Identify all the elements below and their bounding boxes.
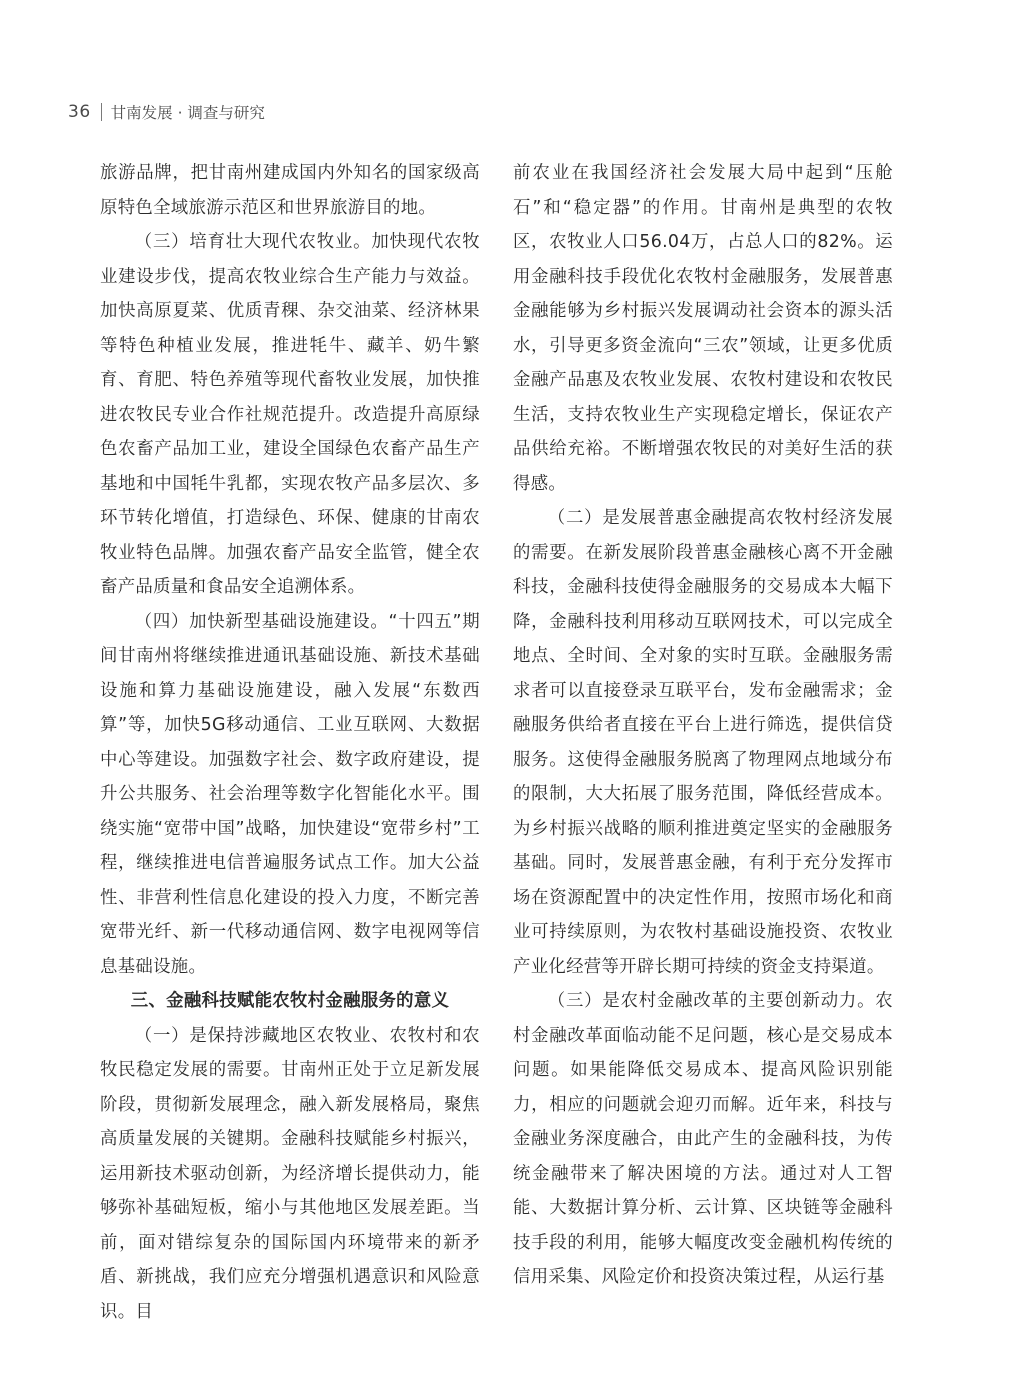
- journal-title: 甘南发展 · 调查与研究: [110, 104, 265, 122]
- right-column: [513, 156, 893, 1296]
- page-number: 36: [68, 102, 91, 122]
- paragraph-agriculture-role: 前农业在我国经济社会发展大局中起到“压舱石”和“稳定器”的作用。甘南州是典型的农牧区，农牧业人口56.04万，占总人口的82%。运用金融科技手段优化农牧村金融服务，发展普惠金融能够为乡村振兴发展调动社会资本的源头活水，引导更多资金流向“三农”领域，让更多优质金融产品惠及农牧业发展、农牧村建设和农牧民生活，支持农牧业生产实现稳定增长，保证农产品供给充裕。不断增强农牧民的对美好生活的获得感。: [513, 163, 893, 494]
- paragraph-tourism-continuation: 旅游品牌，把甘南州建成国内外知名的国家级高原特色全域旅游示范区和世界旅游目的地。: [100, 163, 480, 218]
- paragraph-inclusive-finance: （二）是发展普惠金融提高农牧村经济发展的需要。在新发展阶段普惠金融核心离不开金融科技，金融科技使得金融服务的交易成本大幅下降，金融科技利用移动互联网技术，可以完成全地点、全时间、全对象的实时互联。金融服务需求者可以直接登录互联平台，发布金融需求；金融服务供给者直接在平台上进行筛选，提供信贷服务。这使得金融服务脱离了物理网点地域分布的限制，大大拓展了服务范围，降低经营成本。为乡村振兴战略的顺利推进奠定坚实的金融服务基础。同时，发展普惠金融，有利于充分发挥市场在资源配置中的决定性作用，按照市场化和商业可持续原则，为农牧村基础设施投资、农牧业产业化经营等开辟长期可持续的资金支持渠道。: [513, 508, 893, 977]
- paragraph-agriculture: （三）培育壮大现代农牧业。加快现代农牧业建设步伐，提高农牧业综合生产能力与效益。加快高原夏菜、优质青稞、杂交油菜、经济林果等特色种植业发展，推进牦牛、藏羊、奶牛繁育、育肥、特色养殖等现代畜牧业发展，加快推进农牧民专业合作社规范提升。改造提升高原绿色农畜产品加工业，建设全国绿色农畜产品生产基地和中国牦牛乳都，实现农牧产品多层次、多环节转化增值，打造绿色、环保、健康的甘南农牧业特色品牌。加强农畜产品安全监管，健全农畜产品质量和食品安全追溯体系。: [100, 232, 480, 597]
- section-heading: 三、金融科技赋能农牧村金融服务的意义: [130, 991, 450, 1011]
- header-divider: [101, 103, 102, 121]
- paragraph-rural-finance-reform: （三）是农村金融改革的主要创新动力。农村金融改革面临动能不足问题，核心是交易成本问题。如果能降低交易成本、提高风险识别能力，相应的问题就会迎刃而解。近年来，科技与金融业务深度融合，由此产生的金融科技，为传统金融带来了解决困境的方法。通过对人工智能、大数据计算分析、云计算、区块链等金融科技手段的利用，能够大幅度改变金融机构传统的信用采集、风险定价和投资决策过程，从运行基: [513, 991, 893, 1287]
- paragraph-stability-need: （一）是保持涉藏地区农牧业、农牧村和农牧民稳定发展的需要。甘南州正处于立足新发展阶段，贯彻新发展理念，融入新发展格局，聚焦高质量发展的关键期。金融科技赋能乡村振兴，运用新技术驱动创新，为经济增长提供动力，能够弥补基础短板，缩小与其他地区发展差距。当前，面对错综复杂的国际国内环境带来的新矛盾、新挑战，我们应充分增强机遇意识和风险意识。目: [100, 1025, 480, 1322]
- left-column: [100, 156, 480, 1322]
- page-header: [68, 100, 265, 124]
- paragraph-infrastructure: （四）加快新型基础设施建设。“十四五”期间甘南州将继续推进通讯基础设施、新技术基础设施和算力基础设施建设，融入发展“东数西算”等，加快5G移动通信、工业互联网、大数据中心等建设。加强数字社会、数字政府建设，提升公共服务、社会治理等数字化智能化水平。围绕实施“宽带中国”战略，加快建设“宽带乡村”工程，继续推进电信普遍服务试点工作。加大公益性、非营利性信息化建设的投入力度，不断完善宽带光纤、新一代移动通信网、数字电视网等信息基础设施。: [100, 611, 480, 977]
